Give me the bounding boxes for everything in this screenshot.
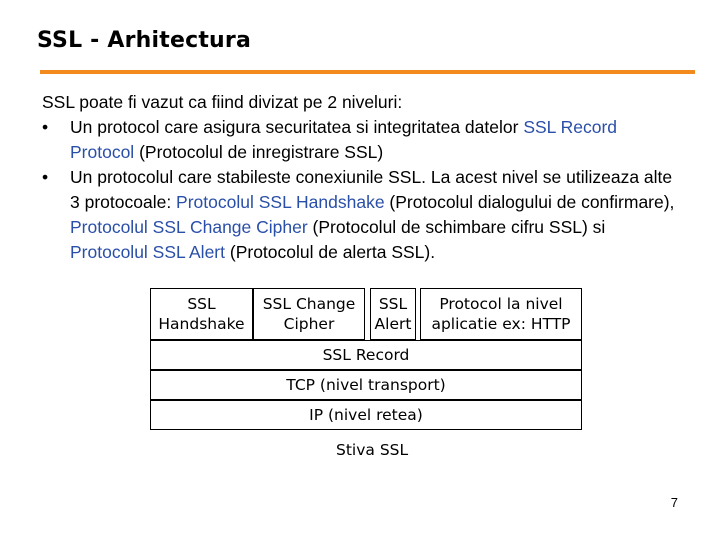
box-ip: IP (nivel retea): [150, 400, 582, 430]
bullet2-highlight-change-cipher: Protocolul SSL Change Cipher: [70, 217, 308, 237]
box-application-protocol: [420, 288, 582, 340]
box-ssl-record: SSL Record: [150, 340, 582, 370]
bullet2-text-4: (Protocolul de alerta SSL).: [225, 242, 436, 262]
box-ssl-change-cipher: [253, 288, 365, 340]
intro-text: SSL poate fi vazut ca fiind divizat pe 2 niveluri:: [42, 92, 403, 112]
bullet-icon: •: [42, 167, 49, 187]
box-ssl-handshake: [150, 288, 253, 340]
bullet2-text-2: (Protocolul dialogului de confirmare),: [384, 192, 675, 212]
bullet-connection-protocols: [42, 165, 682, 265]
page-number: 7: [670, 495, 678, 510]
slide-title: SSL - Arhitectura: [37, 28, 252, 53]
diagram-caption: Stiva SSL: [336, 441, 409, 459]
bullet2-highlight-handshake: Protocolul SSL Handshake: [176, 192, 385, 212]
application-line1: Protocol la nivel: [439, 295, 563, 313]
box-ssl-alert: [370, 288, 416, 340]
alert-line1: SSL: [378, 295, 408, 313]
change-cipher-line1: SSL Change: [262, 295, 356, 313]
bullet2-highlight-alert: Protocolul SSL Alert: [70, 242, 225, 262]
bullet2-text-3: (Protocolul de schimbare cifru SSL) si: [307, 217, 606, 237]
box-tcp: TCP (nivel transport): [150, 370, 582, 400]
bullet1-highlight: SSL Record Protocol: [70, 117, 618, 162]
handshake-line2: Handshake: [158, 315, 245, 333]
alert-line2: Alert: [374, 315, 412, 333]
application-line2: aplicatie ex: HTTP: [431, 315, 571, 333]
bullet2-text: Un protocolul care stabileste conexiunile SSL. La acest nivel se utilizeaza alte 3 protocoale:: [70, 167, 673, 212]
bullet-icon: •: [42, 117, 49, 137]
bullet-record-protocol: [42, 115, 682, 165]
bullet1-text: Un protocol care asigura securitatea si integritatea datelor: [70, 117, 524, 137]
handshake-line1: SSL: [187, 295, 216, 313]
change-cipher-line2: Cipher: [283, 315, 335, 333]
slide-body: [42, 90, 682, 265]
bullet1-text-end: (Protocolul de inregistrare SSL): [134, 142, 384, 162]
title-underline: [40, 70, 695, 74]
